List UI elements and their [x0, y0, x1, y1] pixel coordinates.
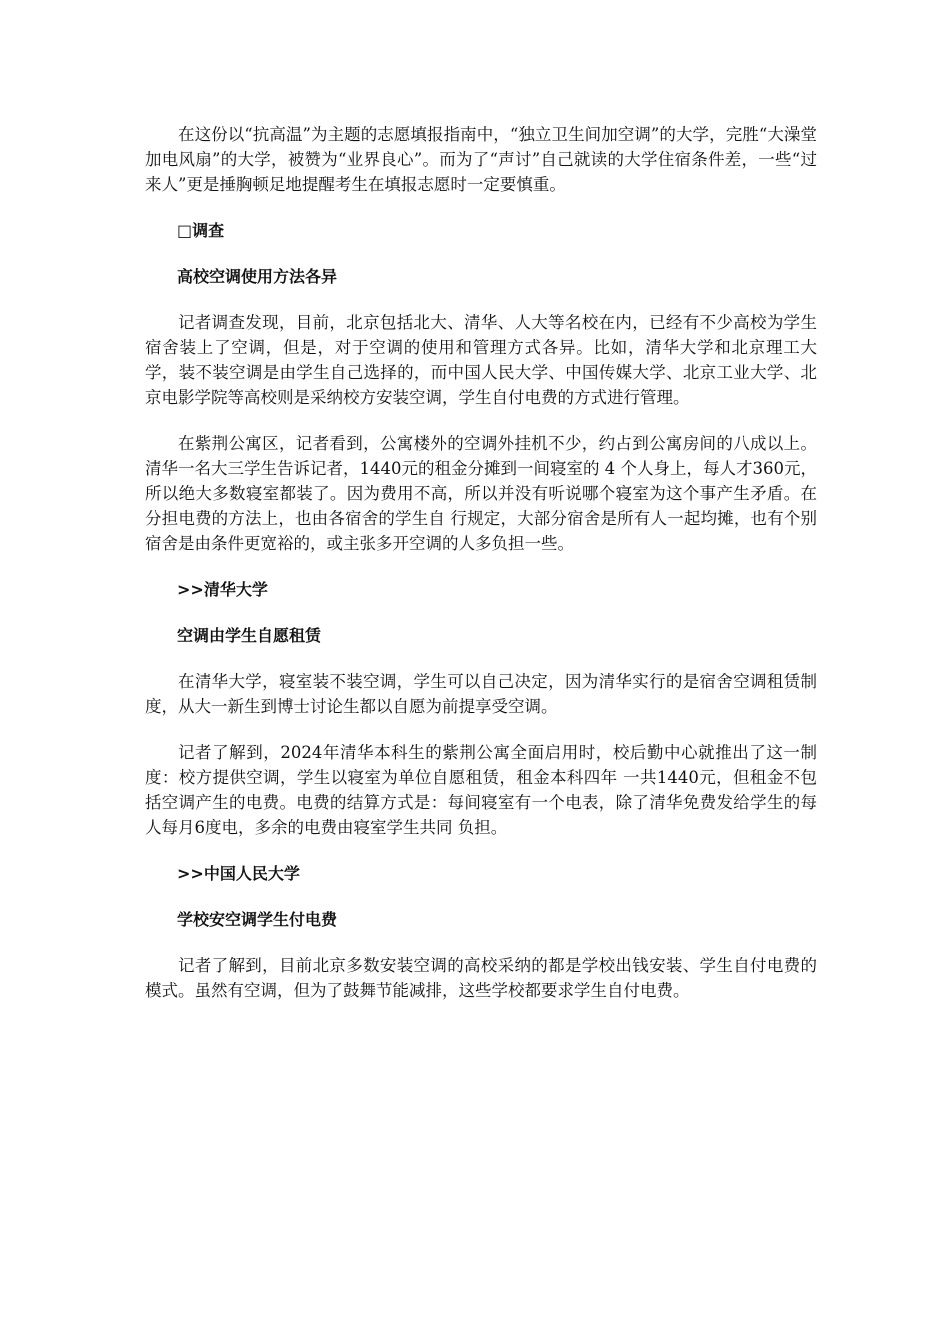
tsinghua-paragraph-2: 记者了解到，2024年清华本科生的紫荆公寓全面启用时，校后勤中心就推出了这一制度：校方提供空调，学生以寝室为单位自愿租赁，租金本科四年 一共1440元，但租金不包括空调产生的电费。电费的结算方式是：每间寝室有一个电表，除了清华免费发给学生的每人每月6度电，多余的电费由寝室学生共同 负担。	[145, 743, 817, 837]
zijing-paragraph: 在紫荆公寓区，记者看到，公寓楼外的空调外挂机不少，约占到公寓房间的八成以上。清华一名大三学生告诉记者，1440元的租金分摊到一间寝室的 4 个人身上，每人才360元，所以绝大多数寝室都装了。因为费用不高，所以并没有听说哪个寝室为这个事产生矛盾。在分担电费的方法上，也由各宿舍的学生自 行规定，大部分宿舍是所有人一起均摊，也有个别宿舍是由条件更宽裕的，或主张多开空调的人多负担一些。	[145, 434, 817, 553]
renmin-paragraph: 记者了解到，目前北京多数安装空调的高校采纳的都是学校出钱安装、学生自付电费的模式。虽然有空调，但为了鼓舞节能减排，这些学校都要求学生自付电费。	[145, 956, 817, 1000]
section-heading-renmin: >>中国人民大学	[177, 864, 300, 883]
intro-paragraph: 在这份以“抗高温”为主题的志愿填报指南中，“独立卫生间加空调”的大学，完胜“大澡堂加电风扇”的大学，被赞为“业界良心”。而为了“声讨”自己就读的大学住宿条件差，一些“过来人”更是捶胸顿足地提醒考生在填报志愿时一定要慎重。	[145, 125, 817, 194]
section-heading-tsinghua: >>清华大学	[177, 580, 268, 599]
article-body	[145, 122, 817, 1024]
survey-paragraph: 记者调查发现，目前，北京包括北大、清华、人大等名校在内，已经有不少高校为学生宿舍装上了空调，但是，对于空调的使用和管理方式各异。比如，清华大学和北京理工大学，装不装空调是由学生自己选择的，而中国人民大学、中国传媒大学、北京工业大学、北京电影学院等高校则是采纳校方安装空调，学生自付电费的方式进行管理。	[145, 313, 817, 407]
subheading-ac-usage: 高校空调使用方法各异	[177, 267, 338, 286]
subheading-tsinghua: 空调由学生自愿租赁	[177, 626, 322, 645]
section-heading-survey: □调查	[177, 221, 225, 240]
subheading-renmin: 学校安空调学生付电费	[177, 910, 338, 929]
tsinghua-paragraph-1: 在清华大学，寝室装不装空调，学生可以自己决定，因为清华实行的是宿舍空调租赁制度，从大一新生到博士讨论生都以自愿为前提享受空调。	[145, 672, 817, 716]
